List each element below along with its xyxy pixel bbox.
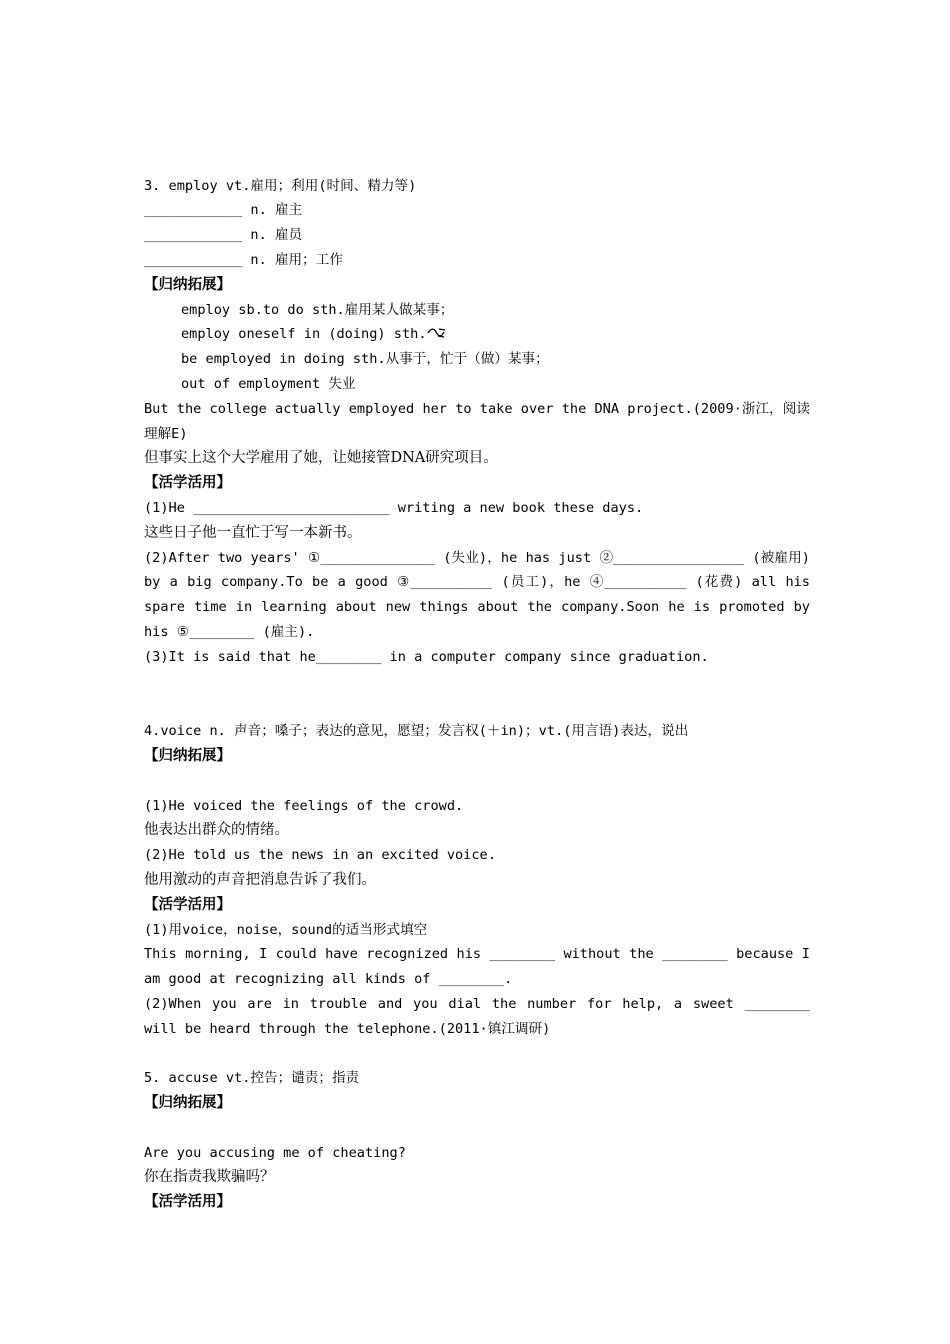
options-row-2	[144, 149, 810, 174]
section-heading-summary: 【归纳拓展】	[144, 746, 231, 764]
blank-line	[144, 1116, 810, 1141]
exercise-1: This morning, I could have recognized his ________ without the ________ because I am good at recognizing all kinds of ________.	[144, 946, 810, 988]
section-heading-practice: 【活学活用】	[144, 895, 231, 913]
squiggle-icon	[427, 326, 447, 342]
exercise-1-translation: 这些日子他一直忙于写一本新书。	[144, 524, 362, 541]
options-row-1	[144, 124, 810, 149]
phrase-line: be employed in doing sth.从事于，忙于（做）某事；	[181, 351, 549, 368]
example-sentence: (1)He voiced the feelings of the crowd.	[144, 797, 464, 814]
example-translation: 他用激动的声音把消息告诉了我们。	[144, 871, 376, 888]
example-translation: 但事实上这个大学雇用了她，让她接管DNA研究项目。	[144, 450, 498, 467]
blank-line	[144, 769, 810, 794]
exercise-2: (2)After two years' ①______________ (失业)，he has just ②________________ (被雇用) by a big company.To be a good ③__________ (员工)，he ④__________ (花费) all his spare time in learning about new things about the company.Soon he is promoted by his ⑤________ (雇主).	[144, 549, 810, 640]
example-translation: 他表达出群众的情绪。	[144, 822, 289, 839]
example-sentence: But the college actually employed her to take over the DNA project.(2009·浙江，阅读理解E)	[144, 400, 810, 442]
example-translation: 你在指责我欺骗吗？	[144, 1169, 275, 1186]
phrase-line: out of employment 失业	[181, 375, 356, 392]
document-page	[144, 124, 810, 1215]
options-row-4	[144, 694, 810, 719]
phrase-line: employ sb.to do sth.雇用某人做某事；	[181, 301, 454, 318]
vocab-item-voice: 4.voice n. 声音；嗓子；表达的意见，愿望；发言权(＋in)；vt.(用言语)表达，说出	[144, 723, 689, 740]
vocab-item-accuse: 5. accuse vt.控告；谴责；指责	[144, 1070, 360, 1087]
vocab-blank-employment: ____________ n. 雇用；工作	[144, 251, 343, 268]
exercise-2: (2)When you are in trouble and you dial the number for help, a sweet ________ will be heard through the telephone.(2011·镇江调研)	[144, 995, 810, 1037]
vocab-item-employ: 3. employ vt.雇用；利用(时间、精力等)	[144, 177, 417, 194]
example-sentence: Are you accusing me of cheating?	[144, 1144, 406, 1161]
exercise-instruction: (1)用voice，noise，sound的适当形式填空	[144, 921, 428, 938]
exercise-1: (1)He ________________________ writing a new book these days.	[144, 499, 644, 516]
example-sentence: (2)He told us the news in an excited voice.	[144, 847, 496, 864]
vocab-blank-employer: ____________ n. 雇主	[144, 202, 303, 219]
section-heading-practice: 【活学活用】	[144, 474, 231, 492]
vocab-blank-employee: ____________ n. 雇员	[144, 227, 303, 244]
phrase-text: employ oneself in (doing) sth.	[181, 326, 427, 343]
options-row-5	[144, 1041, 810, 1066]
section-heading-summary: 【归纳拓展】	[144, 1094, 231, 1112]
options-row-3	[144, 670, 810, 695]
phrase-line	[144, 322, 810, 347]
exercise-3: (3)It is said that he________ in a computer company since graduation.	[144, 648, 709, 665]
section-heading-summary: 【归纳拓展】	[144, 275, 231, 293]
section-heading-practice: 【活学活用】	[144, 1193, 231, 1211]
